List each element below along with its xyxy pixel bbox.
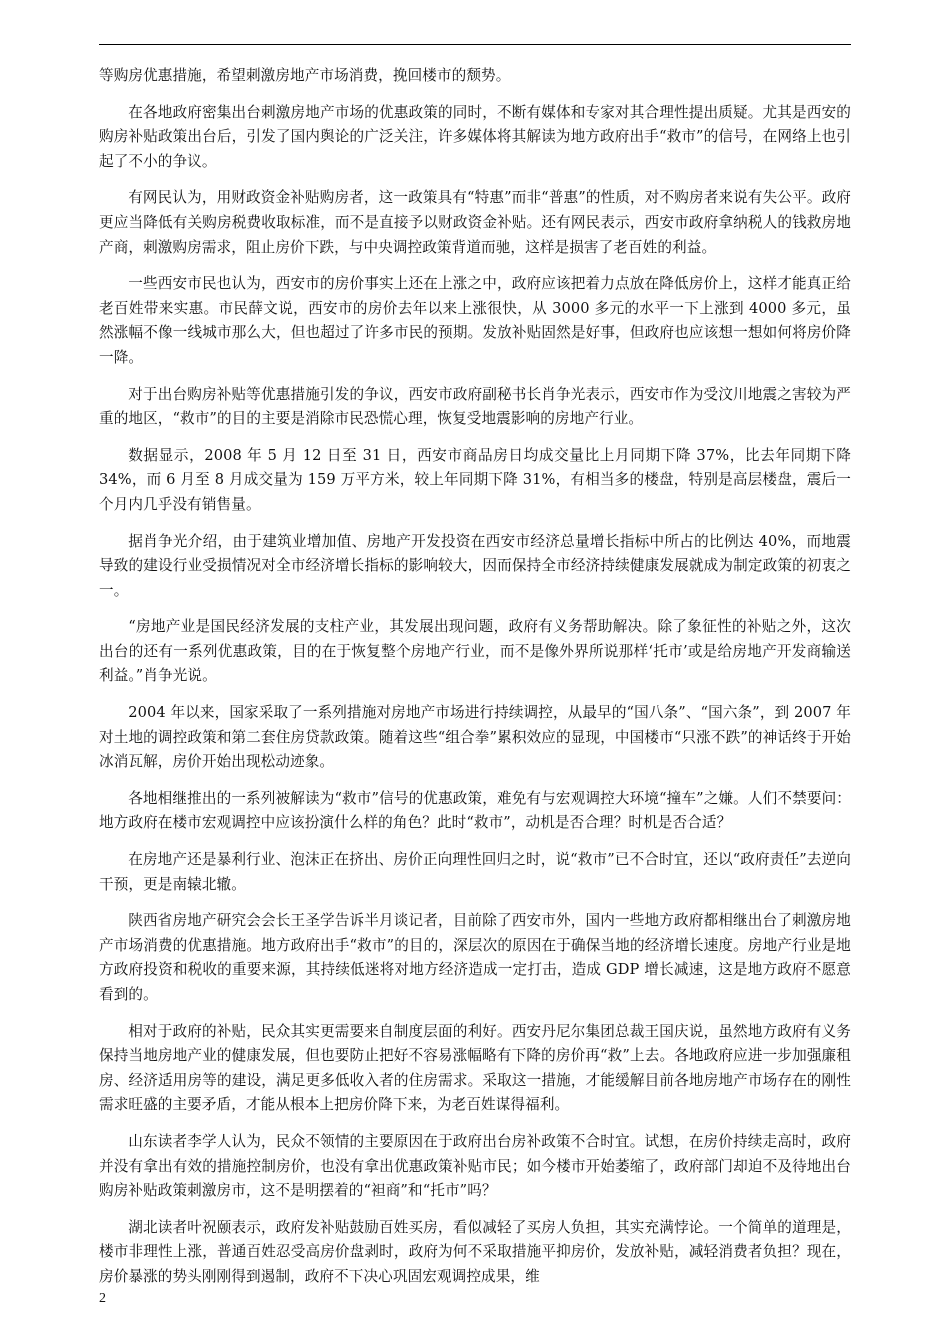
paragraph: 在各地政府密集出台刺激房地产市场的优惠政策的同时，不断有媒体和专家对其合理性提出质疑。尤其是西安的购房补贴政策出台后，引发了国内舆论的广泛关注，许多媒体将其解读为地方政府出手“救市”的信号，在网络上也引起了不小的争议。 (99, 103, 851, 170)
page-number: 2 (99, 1291, 106, 1306)
header-rule (99, 44, 851, 45)
paragraph: 等购房优惠措施，希望刺激房地产市场消费，挽回楼市的颓势。 (99, 67, 511, 84)
paragraph: 在房地产还是暴利行业、泡沫正在挤出、房价正向理性回归之时，说“救市”已不合时宜，还以“政府责任”去逆向干预，更是南辕北辙。 (99, 851, 851, 893)
paragraph: 数据显示，2008 年 5 月 12 日至 31 日，西安市商品房日均成交量比上月同期下降 37%，比去年同期下降 34%，而 6 月至 8 月成交量为 159 万平方米，较上年同期下降 31%，有相当多的楼盘，特别是高层楼盘，震后一个月内几乎没有销售量。 (99, 446, 851, 513)
paragraph: 一些西安市民也认为，西安市的房价事实上还在上涨之中，政府应该把着力点放在降低房价上，这样才能真正给老百姓带来实惠。市民薛文说，西安市的房价去年以来上涨很快，从 3000 多元的水平一下上涨到 4000 多元，虽然涨幅不像一线城市那么大，但也超过了许多市民的预期。发放补贴固然是好事，但政府也应该想一想如何将房价降一降。 (99, 275, 851, 366)
paragraph: “房地产业是国民经济发展的支柱产业，其发展出现问题，政府有义务帮助解决。除了象征性的补贴之外，这次出台的还有一系列优惠政策，目的在于恢复整个房地产行业，而不是像外界所说那样‘托市’或是给房地产开发商输送利益。”肖争光说。 (99, 618, 851, 685)
paragraph: 2004 年以来，国家采取了一系列措施对房地产市场进行持续调控，从最早的“国八条”、“国六条”，到 2007 年对土地的调控政策和第二套住房贷款政策。随着这些“组合拳”累积效应的显现，中国楼市“只涨不跌”的神话终于开始冰消瓦解，房价开始出现松动迹象。 (99, 704, 851, 771)
paragraph: 陕西省房地产研究会会长王圣学告诉半月谈记者，目前除了西安市外，国内一些地方政府都相继出台了刺激房地产市场消费的优惠措施。地方政府出手“救市”的目的，深层次的原因在于确保当地的经济增长速度。房地产行业是地方政府投资和税收的重要来源，其持续低迷将对地方经济造成一定打击，造成 GDP 增长减速，这是地方政府不愿意看到的。 (99, 912, 851, 1003)
paragraph: 对于出台购房补贴等优惠措施引发的争议，西安市政府副秘书长肖争光表示，西安市作为受汶川地震之害较为严重的地区，“救市”的目的主要是消除市民恐慌心理，恢复受地震影响的房地产行业。 (99, 385, 851, 428)
paragraph: 各地相继推出的一系列被解读为“救市”信号的优惠政策，难免有与宏观调控大环境“撞车”之嫌。人们不禁要问：地方政府在楼市宏观调控中应该扮演什么样的角色？此时“救市”，动机是否合理？时机是否合适？ (99, 789, 851, 832)
paragraph: 山东读者李学人认为，民众不领情的主要原因在于政府出台房补政策不合时宜。试想，在房价持续走高时，政府并没有拿出有效的措施控制房价，也没有拿出优惠政策补贴市民；如今楼市开始萎缩了，政府部门却迫不及待地出台购房补贴政策刺激房市，这不是明摆着的“袒商”和“托市”吗？ (99, 1132, 851, 1200)
paragraph: 湖北读者叶祝颐表示，政府发补贴鼓励百姓买房，看似减轻了买房人负担，其实充满悖论。一个简单的道理是，楼市非理性上涨，普通百姓忍受高房价盘剥时，政府为何不采取措施平抑房价，发放补贴，减轻消费者负担？现在，房价暴涨的势头刚刚得到遏制，政府不下决心巩固宏观调控成果，维 (99, 1218, 851, 1285)
article-body (99, 64, 851, 1302)
paragraph: 有网民认为，用财政资金补贴购房者，这一政策具有“特惠”而非“普惠”的性质，对不购房者来说有失公平。政府更应当降低有关购房税费收取标准，而不是直接予以财政资金补贴。还有网民表示，西安市政府拿纳税人的钱救房地产商，刺激购房需求，阻止房价下跌，与中央调控政策背道而驰，这样是损害了老百姓的利益。 (99, 189, 851, 256)
paragraph: 据肖争光介绍，由于建筑业增加值、房地产开发投资在西安市经济总量增长指标中所占的比例达 40%，而地震导致的建设行业受损情况对全市经济增长指标的影响较大，因而保持全市经济持续健康发展就成为制定政策的初衷之一。 (99, 532, 851, 599)
paragraph: 相对于政府的补贴，民众其实更需要来自制度层面的利好。西安丹尼尔集团总裁王国庆说，虽然地方政府有义务保持当地房地产业的健康发展，但也要防止把好不容易涨幅略有下降的房价再“救”上去。各地政府应进一步加强廉租房、经济适用房等的建设，满足更多低收入者的住房需求。采取这一措施，才能缓解目前各地房地产市场存在的刚性需求旺盛的主要矛盾，才能从根本上把房价降下来，为老百姓谋得福利。 (99, 1022, 851, 1114)
